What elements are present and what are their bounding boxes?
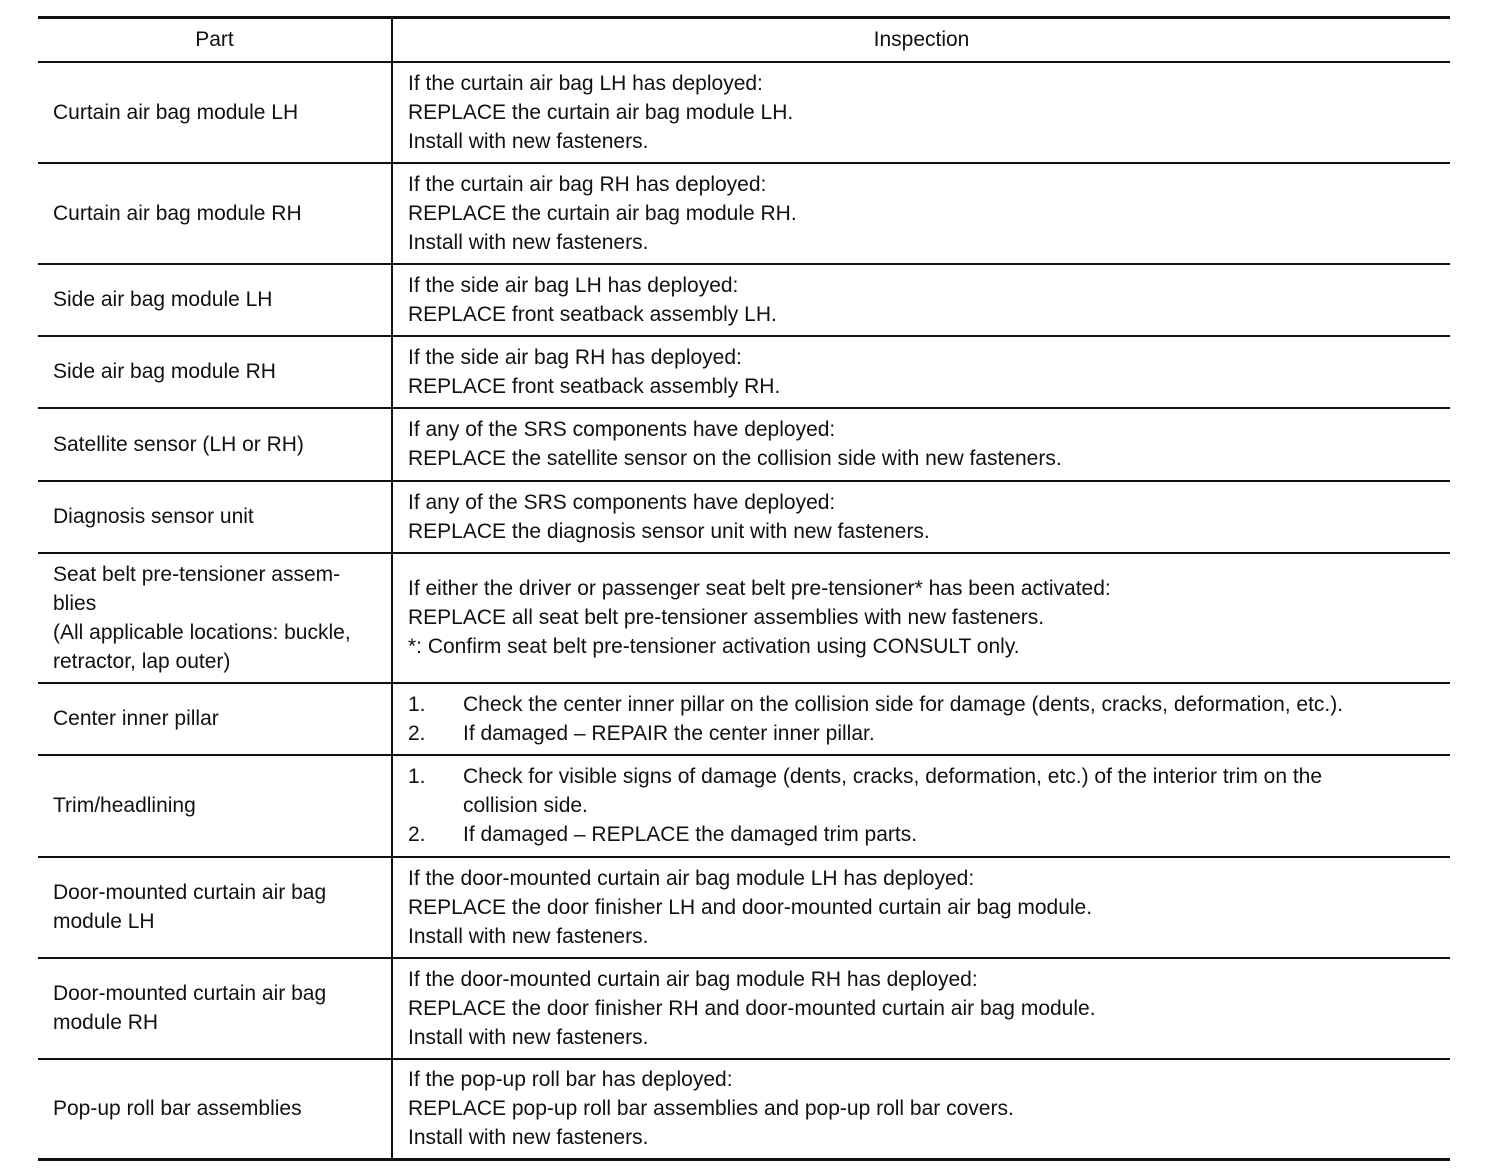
inspection-line: If the pop-up roll bar has deployed: <box>408 1068 733 1092</box>
part-name-line: Curtain air bag module LH <box>53 100 299 124</box>
step-number: 2. <box>408 823 426 846</box>
inspection-steps <box>408 762 1446 849</box>
table-row <box>38 683 1450 755</box>
table-row <box>38 857 1450 958</box>
inspection-line: REPLACE front seatback assembly RH. <box>408 374 781 398</box>
table-row <box>38 553 1450 683</box>
step-text <box>463 820 1446 849</box>
inspection-column-header: Inspection <box>392 18 1450 62</box>
part-name-line: Side air bag module RH <box>53 360 276 383</box>
part-name-line: (All applicable locations: buckle, <box>53 620 351 644</box>
inspection-document <box>38 16 1450 1161</box>
step-text-line: If damaged – REPLACE the damaged trim parts. <box>463 823 918 846</box>
inspection-line: If the curtain air bag RH has deployed: <box>408 172 767 196</box>
part-name-line: Door-mounted curtain air bag <box>53 982 327 1005</box>
inspection-line: Install with new fasteners. <box>408 230 649 254</box>
step-text-line: Check for visible signs of damage (dents, cracks, deformation, etc.) of the interior trim on the <box>463 765 1323 788</box>
table-row <box>38 336 1450 408</box>
header-row <box>38 18 1450 62</box>
inspection-line: If the door-mounted curtain air bag module RH has deployed: <box>408 967 978 991</box>
part-cell <box>38 857 392 958</box>
inspection-line: REPLACE pop-up roll bar assemblies and pop-up roll bar covers. <box>408 1097 1014 1121</box>
step-text <box>463 719 1446 748</box>
inspection-line: Install with new fasteners. <box>408 924 649 948</box>
part-cell <box>38 553 392 683</box>
step-text-line: collision side. <box>463 794 588 817</box>
table-header <box>38 18 1450 62</box>
inspection-line: REPLACE all seat belt pre-tensioner assemblies with new fasteners. <box>408 606 1045 629</box>
inspection-line: *: Confirm seat belt pre-tensioner activation using CONSULT only. <box>408 635 1020 658</box>
inspection-line: REPLACE the door finisher RH and door-mounted curtain air bag module. <box>408 996 1096 1020</box>
table-row <box>38 958 1450 1059</box>
part-cell <box>38 755 392 857</box>
part-cell <box>38 683 392 755</box>
part-column-header: Part <box>38 18 392 62</box>
inspection-cell <box>392 755 1450 857</box>
part-cell <box>38 336 392 408</box>
inspection-cell <box>392 958 1450 1059</box>
inspection-line: REPLACE the diagnosis sensor unit with new fasteners. <box>408 519 930 543</box>
inspection-step <box>408 762 1446 820</box>
table-row <box>38 755 1450 857</box>
part-cell <box>38 62 392 163</box>
table-row <box>38 481 1450 553</box>
step-number: 1. <box>408 692 426 716</box>
inspection-line: If the side air bag RH has deployed: <box>408 345 742 369</box>
table-body <box>38 62 1450 1160</box>
part-name-line: Trim/headlining <box>53 794 196 817</box>
part-name-line: Satellite sensor (LH or RH) <box>53 432 304 456</box>
part-name-line: Center inner pillar <box>53 707 219 730</box>
inspection-line: REPLACE front seatback assembly LH. <box>408 302 777 326</box>
inspection-cell <box>392 163 1450 264</box>
inspection-line: REPLACE the curtain air bag module LH. <box>408 100 794 124</box>
inspection-step <box>408 690 1446 719</box>
inspection-line: If either the driver or passenger seat belt pre-tensioner* has been activated: <box>408 577 1111 600</box>
table-row <box>38 264 1450 336</box>
inspection-cell <box>392 264 1450 336</box>
inspection-step <box>408 820 1446 849</box>
inspection-table <box>38 16 1450 1161</box>
part-name-line: Pop-up roll bar assemblies <box>53 1097 302 1121</box>
step-number: 2. <box>408 721 426 745</box>
part-name-line: Curtain air bag module RH <box>53 201 302 225</box>
part-name-line: Seat belt pre-tensioner assem- <box>53 562 341 586</box>
part-name-line: module LH <box>53 910 155 933</box>
inspection-cell <box>392 553 1450 683</box>
part-name-line: retractor, lap outer) <box>53 649 231 673</box>
table-row <box>38 408 1450 481</box>
part-name-line: Side air bag module LH <box>53 288 273 311</box>
step-text-line: If damaged – REPAIR the center inner pillar. <box>463 721 875 745</box>
part-cell <box>38 163 392 264</box>
step-text-line: Check the center inner pillar on the collision side for damage (dents, cracks, deformation, etc.). <box>463 692 1344 716</box>
inspection-line: If any of the SRS components have deployed: <box>408 418 836 441</box>
inspection-line: Install with new fasteners. <box>408 1126 649 1150</box>
part-name-line: Door-mounted curtain air bag <box>53 881 327 904</box>
inspection-line: Install with new fasteners. <box>408 1025 649 1049</box>
inspection-cell <box>392 408 1450 481</box>
inspection-line: REPLACE the curtain air bag module RH. <box>408 201 797 225</box>
inspection-line: REPLACE the door finisher LH and door-mounted curtain air bag module. <box>408 895 1093 919</box>
part-cell <box>38 264 392 336</box>
table-row <box>38 1059 1450 1160</box>
step-number: 1. <box>408 765 426 788</box>
part-name-line: blies <box>53 591 97 615</box>
inspection-cell <box>392 857 1450 958</box>
step-text <box>463 762 1446 820</box>
inspection-cell <box>392 683 1450 755</box>
inspection-line: If any of the SRS components have deployed: <box>408 490 836 514</box>
inspection-line: Install with new fasteners. <box>408 129 649 153</box>
inspection-line: If the door-mounted curtain air bag module LH has deployed: <box>408 866 975 890</box>
inspection-cell <box>392 1059 1450 1160</box>
inspection-cell <box>392 336 1450 408</box>
part-cell <box>38 1059 392 1160</box>
inspection-step <box>408 719 1446 748</box>
part-cell <box>38 408 392 481</box>
table-row <box>38 62 1450 163</box>
part-name-line: module RH <box>53 1011 159 1034</box>
inspection-steps <box>408 690 1446 748</box>
part-cell <box>38 958 392 1059</box>
inspection-line: REPLACE the satellite sensor on the collision side with new fasteners. <box>408 447 1062 470</box>
table-row <box>38 163 1450 264</box>
part-name-line: Diagnosis sensor unit <box>53 505 254 528</box>
inspection-line: If the side air bag LH has deployed: <box>408 273 739 297</box>
part-cell <box>38 481 392 553</box>
inspection-cell <box>392 481 1450 553</box>
inspection-cell <box>392 62 1450 163</box>
step-text <box>463 690 1446 719</box>
inspection-line: If the curtain air bag LH has deployed: <box>408 71 763 95</box>
